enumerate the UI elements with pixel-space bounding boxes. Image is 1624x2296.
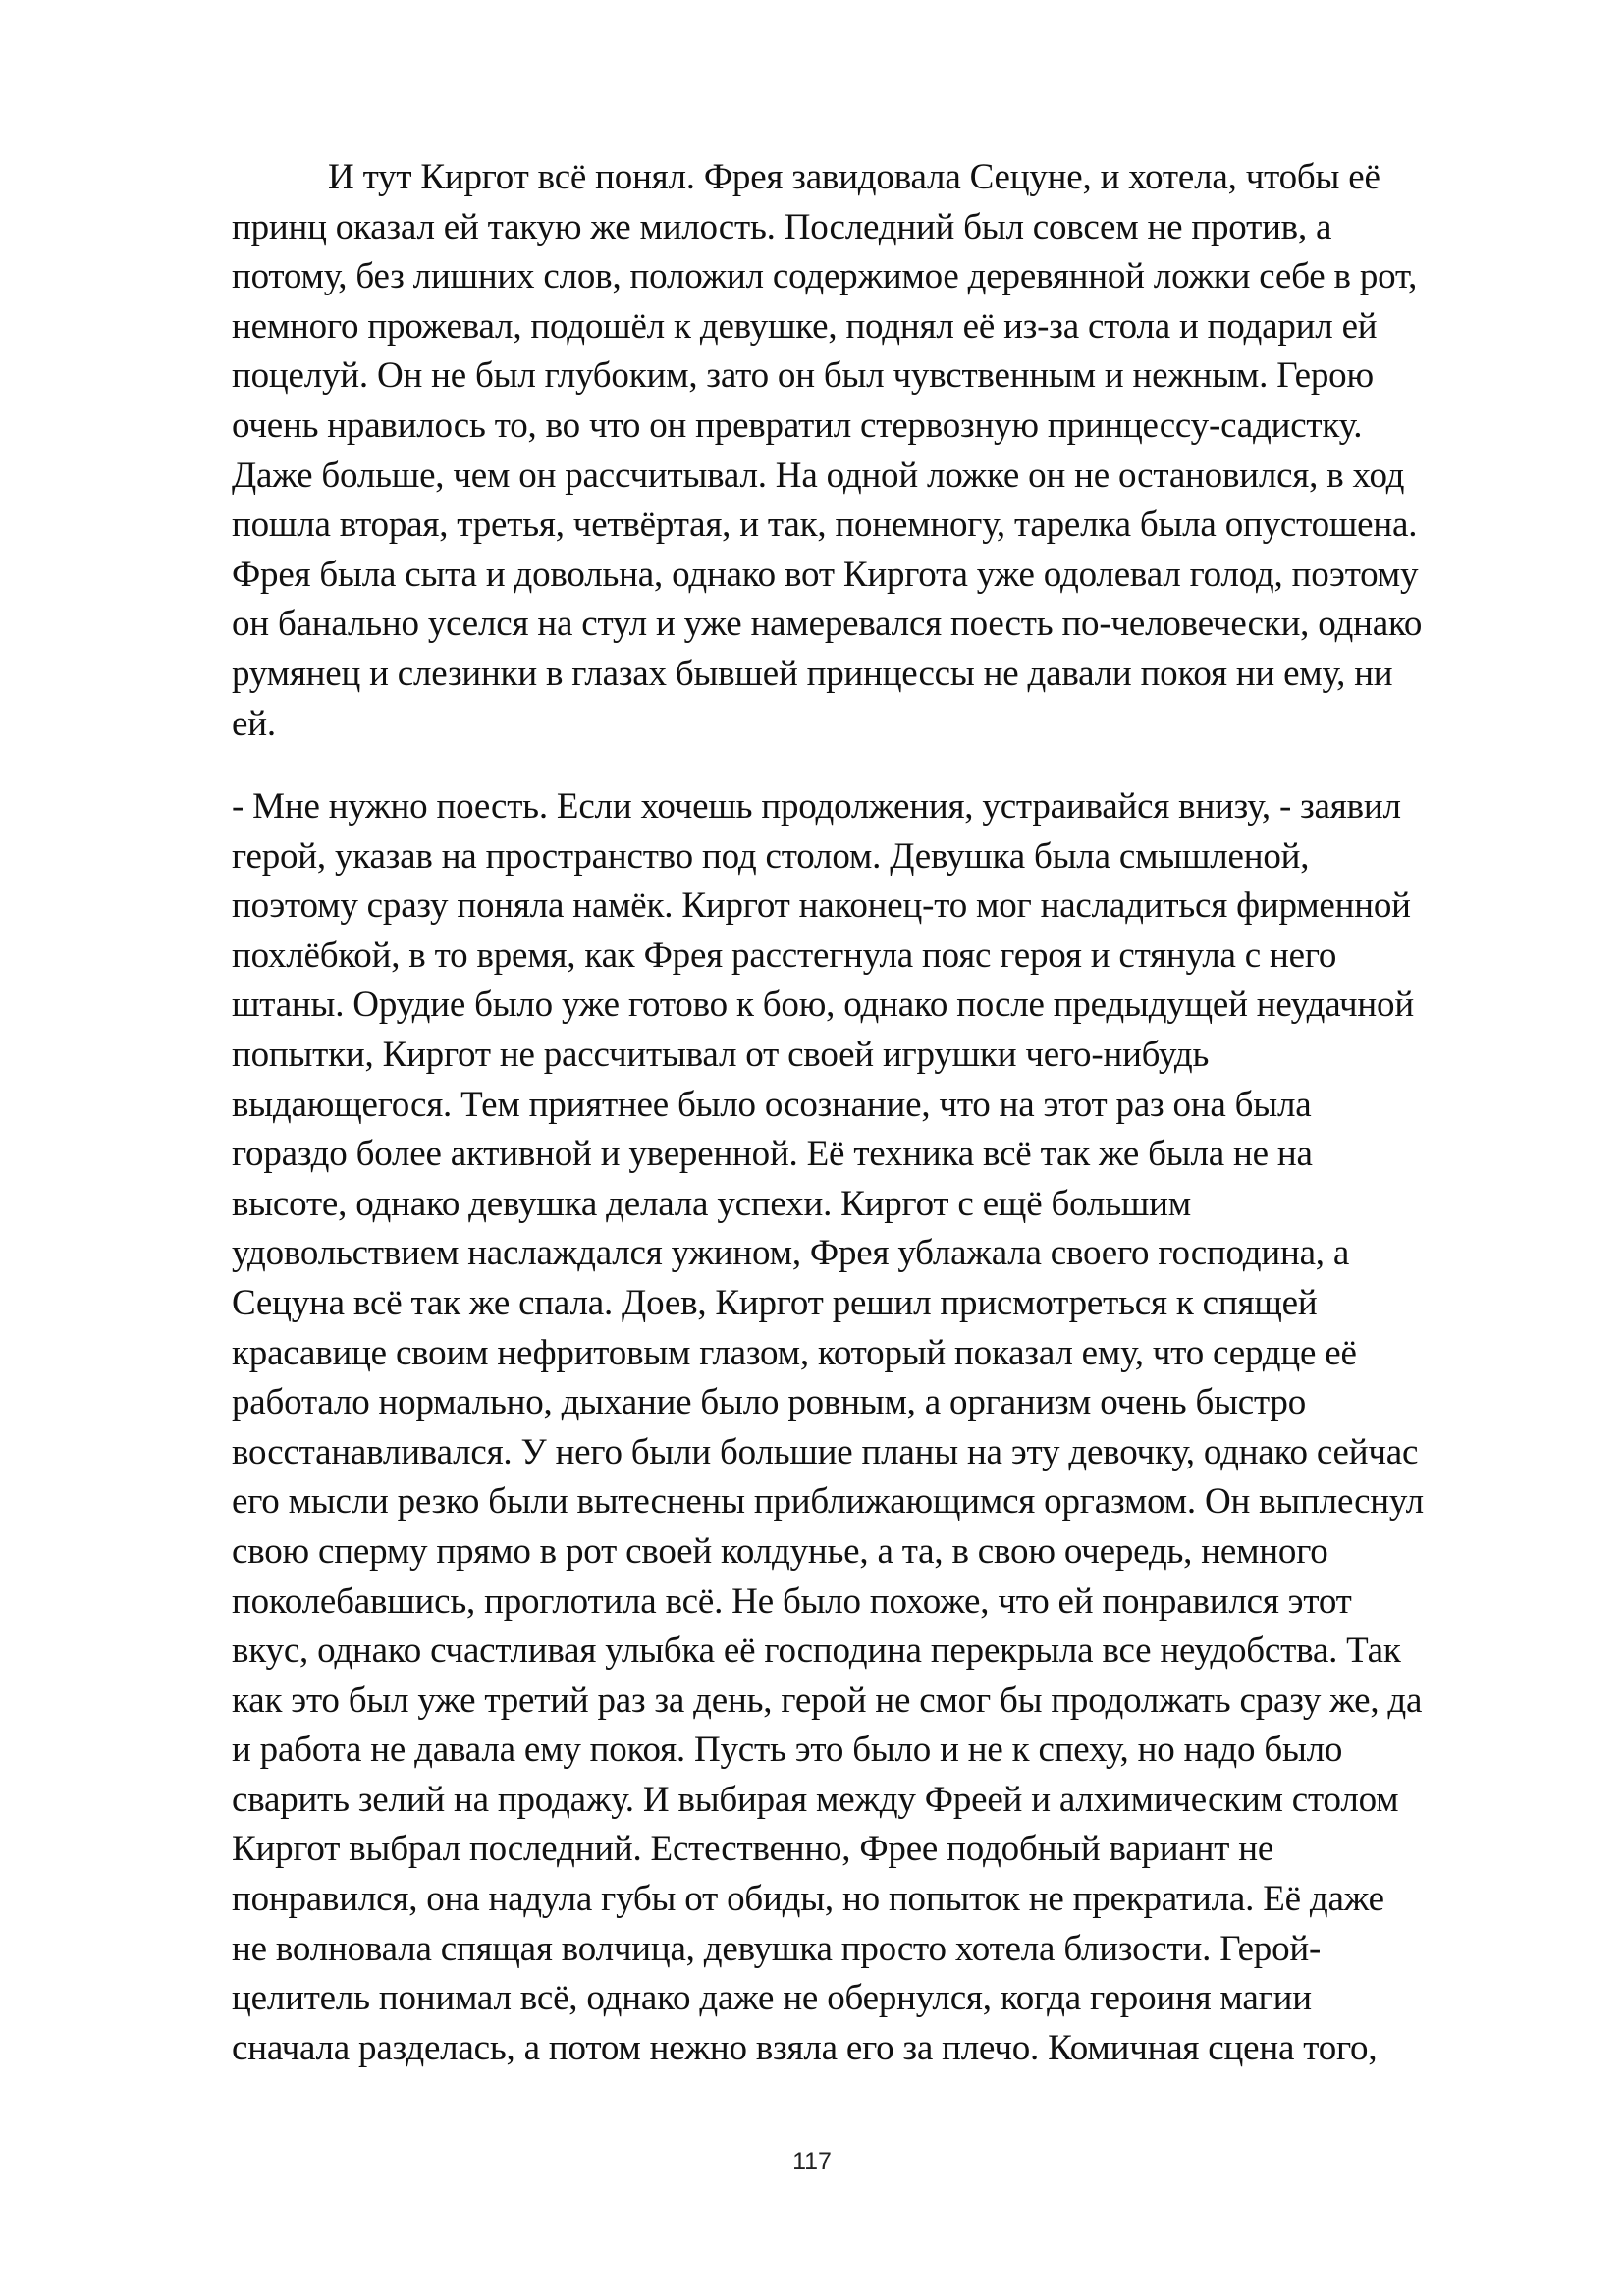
text-line: - Мне нужно поесть. Если хочешь продолжения, устраивайся внизу, - заявил xyxy=(232,786,1401,827)
text-line: похлёбкой, в то время, как Фрея расстегнула пояс героя и стянула с него xyxy=(232,934,1337,976)
text-line: штаны. Орудие было уже готово к бою, однако после предыдущей неудачной xyxy=(232,985,1414,1026)
text-line: вкус, однако счастливая улыбка её господина перекрыла все неудобства. Так xyxy=(232,1630,1401,1672)
text-line: красавице своим нефритовым глазом, который показал ему, что сердце её xyxy=(232,1332,1357,1373)
text-line: и работа не давала ему покоя. Пусть это было и не к спеху, но надо было xyxy=(232,1730,1343,1771)
text-line: понравился, она надула губы от обиды, но попыток не прекратила. Её даже xyxy=(232,1879,1384,1920)
text-line: поэтому сразу поняла намёк. Киргот наконец-то мог насладиться фирменной xyxy=(232,885,1411,927)
text-line: целитель понимал всё, однако даже не обернулся, когда героиня магии xyxy=(232,1978,1312,2019)
text-line: немного прожевал, подошёл к девушке, поднял её из-за стола и подарил ей xyxy=(232,305,1378,347)
text-line: восстанавливался. У него были большие планы на эту девочку, однако сейчас xyxy=(232,1431,1419,1472)
text-line: сварить зелий на продажу. И выбирая между Фреей и алхимическим столом xyxy=(232,1779,1399,1820)
text-line: ей. xyxy=(232,703,276,744)
text-line: Даже больше, чем он рассчитывал. На одной ложке он не остановился, в ход xyxy=(232,454,1405,496)
text-line: сначала разделась, а потом нежно взяла его за плечо. Комичная сцена того, xyxy=(232,2027,1378,2068)
text-line: Киргот выбрал последний. Естественно, Фрее подобный вариант не xyxy=(232,1829,1274,1870)
text-line: Сецуна всё так же спала. Доев, Киргот решил присмотреться к спящей xyxy=(232,1282,1318,1323)
text-line: очень нравилось то, во что он превратил стервозную принцессу-садистку. xyxy=(232,404,1363,446)
text-line: его мысли резко были вытеснены приближающимся оргазмом. Он выплеснул xyxy=(232,1481,1424,1522)
text-line: как это был уже третий раз за день, герой не смог бы продолжать сразу же, да xyxy=(232,1680,1423,1721)
text-line: не волновала спящая волчица, девушка просто хотела близости. Герой- xyxy=(232,1928,1322,1969)
text-line: пошла вторая, третья, четвёртая, и так, понемногу, тарелка была опустошена. xyxy=(232,505,1418,546)
text-line: гораздо более активной и уверенной. Её техника всё так же была не на xyxy=(232,1134,1313,1175)
text-line: румянец и слезинки в глазах бывшей принцессы не давали покоя ни ему, ни xyxy=(232,653,1393,694)
text-line: удовольствием наслаждался ужином, Фрея ублажала своего господина, а xyxy=(232,1233,1350,1274)
text-line: выдающегося. Тем приятнее было осознание, что на этот раз она была xyxy=(232,1084,1312,1125)
text-line: попытки, Киргот не рассчитывал от своей игрушки чего-нибудь xyxy=(232,1034,1210,1075)
text-line: Фрея была сыта и довольна, однако вот Киргота уже одолевал голод, поэтому xyxy=(232,554,1419,595)
text-line: принц оказал ей такую же милость. Последний был совсем не против, а xyxy=(232,206,1332,247)
paragraph-2 xyxy=(232,782,1498,2073)
text-line: И тут Киргот всё понял. Фрея завидовала Сецуне, и хотела, чтобы её xyxy=(328,157,1380,197)
text-line: он банально уселся на стул и уже намеревался поесть по-человечески, однако xyxy=(232,604,1423,645)
text-line: герой, указав на пространство под столом. Девушка была смышленой, xyxy=(232,835,1310,877)
text-line: потому, без лишних слов, положил содержимое деревянной ложки себе в рот, xyxy=(232,256,1418,297)
text-line: свою сперму прямо в рот своей колдунье, а та, в свою очередь, немного xyxy=(232,1530,1328,1572)
text-line: поколебавшись, проглотила всё. Не было похоже, что ей понравился этот xyxy=(232,1580,1352,1622)
text-line: поцелуй. Он не был глубоким, зато он был чувственным и нежным. Герою xyxy=(232,355,1374,397)
paragraph-1 xyxy=(232,153,1498,749)
page-number: 117 xyxy=(792,2148,832,2175)
text-line: работало нормально, дыхание было ровным, а организм очень быстро xyxy=(232,1382,1307,1423)
text-line: высоте, однако девушка делала успехи. Киргот с ещё большим xyxy=(232,1183,1191,1224)
